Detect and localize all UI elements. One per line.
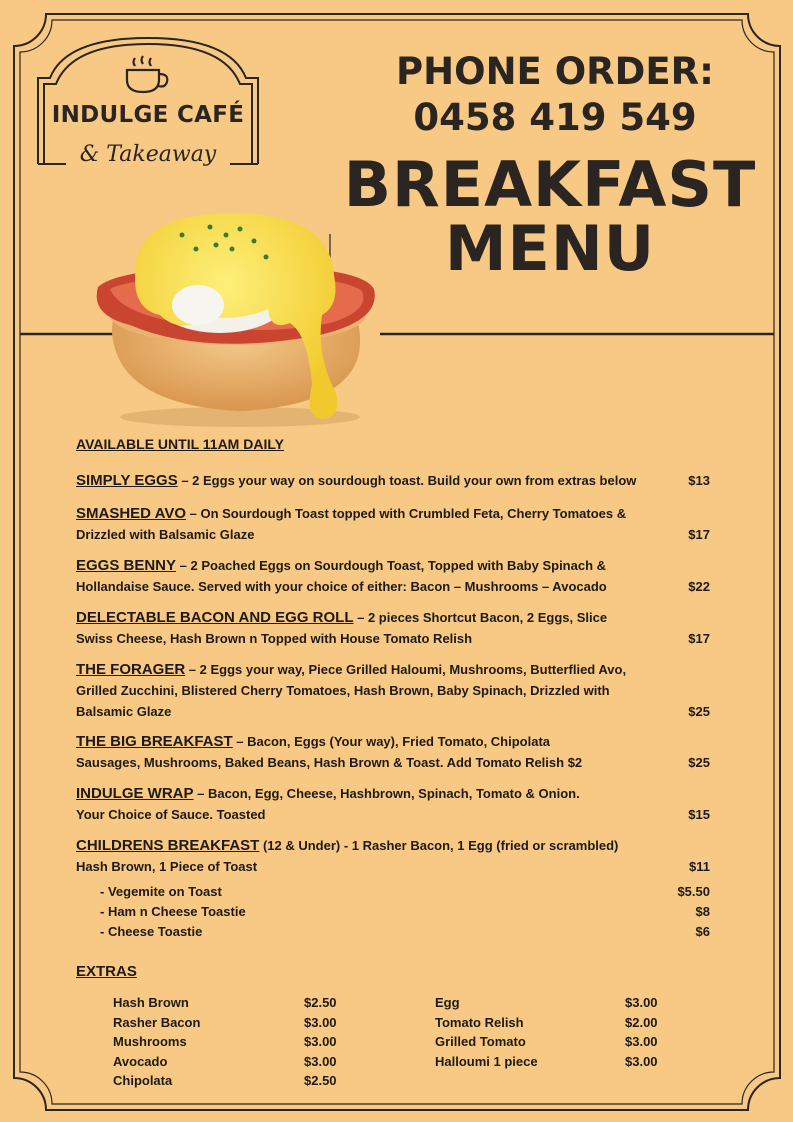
item-desc-line3: Balsamic Glaze <box>76 704 172 719</box>
item-desc: (12 & Under) - 1 Rasher Bacon, 1 Egg (fried or scrambled) <box>259 838 619 853</box>
menu-item <box>76 835 712 877</box>
phone-number[interactable]: 0458 419 549 <box>413 96 697 139</box>
item-desc: – 2 Eggs your way, Piece Grilled Haloumi, Mushrooms, Butterflied Avo, <box>185 662 627 677</box>
kids-option-label: - Vegemite on Toast <box>100 884 222 899</box>
menu-item <box>76 659 712 722</box>
extra-price: $3.00 <box>625 995 658 1010</box>
kids-option-label: - Cheese Toastie <box>100 924 203 939</box>
item-name: SMASHED AVO <box>76 505 187 522</box>
item-price: $17 <box>688 527 710 542</box>
kids-option <box>100 882 712 902</box>
item-desc: – On Sourdough Toast topped with Crumbled Feta, Cherry Tomatoes & <box>186 506 627 521</box>
item-price: $11 <box>689 859 710 874</box>
logo-subtitle: & Takeaway <box>79 142 217 167</box>
item-desc: – Bacon, Eggs (Your way), Fried Tomato, Chipolata <box>232 734 551 749</box>
item-price: $25 <box>688 755 710 770</box>
extra-label: Rasher Bacon <box>113 1015 201 1030</box>
menu-title-line1: BREAKFAST <box>343 148 757 221</box>
extra-label: Tomato Relish <box>435 1015 524 1030</box>
extra-price: $2.50 <box>304 995 337 1010</box>
extra-label: Avocado <box>113 1054 168 1069</box>
item-name: THE FORAGER <box>76 661 186 678</box>
menu-item <box>76 607 712 649</box>
item-name: SIMPLY EGGS <box>76 472 178 489</box>
extra-price: $3.00 <box>625 1034 658 1049</box>
logo-title: INDULGE CAFÉ <box>51 102 245 128</box>
phone-order-label: PHONE ORDER: <box>396 50 714 93</box>
extra-label: Egg <box>435 995 460 1010</box>
kids-option <box>100 922 712 942</box>
item-desc: – 2 pieces Shortcut Bacon, 2 Eggs, Slice <box>353 610 608 625</box>
eggs-benedict-image <box>90 205 390 430</box>
kids-option-price: $5.50 <box>677 884 710 899</box>
extra-price: $3.00 <box>304 1034 337 1049</box>
menu-item <box>76 470 712 491</box>
item-desc: – 2 Eggs your way on sourdough toast. Build your own from extras below <box>177 473 637 488</box>
extra-price: $2.00 <box>625 1015 658 1030</box>
item-price: $13 <box>688 473 710 488</box>
kids-option-label: - Ham n Cheese Toastie <box>100 904 246 919</box>
kids-option-price: $8 <box>695 904 710 919</box>
menu-item <box>76 555 712 597</box>
item-price: $15 <box>688 807 710 822</box>
item-desc-line2: Grilled Zucchini, Blistered Cherry Tomatoes, Hash Brown, Baby Spinach, Drizzled with <box>76 683 610 698</box>
availability-note: AVAILABLE UNTIL 11AM DAILY <box>76 436 284 452</box>
extra-label: Chipolata <box>113 1073 173 1088</box>
kids-option-price: $6 <box>695 924 710 939</box>
item-name: THE BIG BREAKFAST <box>76 733 233 750</box>
item-name: DELECTABLE BACON AND EGG ROLL <box>76 609 354 626</box>
extras-heading: EXTRAS <box>76 963 137 980</box>
extra-label: Mushrooms <box>113 1034 187 1049</box>
item-desc-line2: Drizzled with Balsamic Glaze <box>76 527 255 542</box>
coffee-cup-icon <box>123 52 173 96</box>
item-name: EGGS BENNY <box>76 557 177 574</box>
item-desc: – 2 Poached Eggs on Sourdough Toast, Topped with Baby Spinach & <box>176 558 607 573</box>
cafe-logo <box>36 30 260 170</box>
item-desc-line2: Swiss Cheese, Hash Brown n Topped with House Tomato Relish <box>76 631 473 646</box>
extra-price: $2.50 <box>304 1073 337 1088</box>
extra-price: $3.00 <box>304 1054 337 1069</box>
item-desc: – Bacon, Egg, Cheese, Hashbrown, Spinach, Tomato & Onion. <box>193 786 580 801</box>
menu-item <box>76 503 712 545</box>
item-price: $17 <box>688 631 710 646</box>
extra-label: Grilled Tomato <box>435 1034 526 1049</box>
item-name: CHILDRENS BREAKFAST <box>76 837 260 854</box>
item-desc-line2: Hash Brown, 1 Piece of Toast <box>76 859 258 874</box>
item-desc-line2: Sausages, Mushrooms, Baked Beans, Hash Brown & Toast. Add Tomato Relish $2 <box>76 755 583 770</box>
item-name: INDULGE WRAP <box>76 785 194 802</box>
extra-price: $3.00 <box>625 1054 658 1069</box>
item-price: $25 <box>688 704 710 719</box>
item-desc-line2: Hollandaise Sauce. Served with your choice of either: Bacon – Mushrooms – Avocado <box>76 579 607 594</box>
kids-option <box>100 902 712 922</box>
menu-item <box>76 731 712 773</box>
item-price: $22 <box>688 579 710 594</box>
extra-label: Hash Brown <box>113 995 189 1010</box>
extra-label: Halloumi 1 piece <box>435 1054 538 1069</box>
menu-title-line2: MENU <box>444 212 656 285</box>
extra-price: $3.00 <box>304 1015 337 1030</box>
item-desc-line2: Your Choice of Sauce. Toasted <box>76 807 266 822</box>
menu-item <box>76 783 712 825</box>
